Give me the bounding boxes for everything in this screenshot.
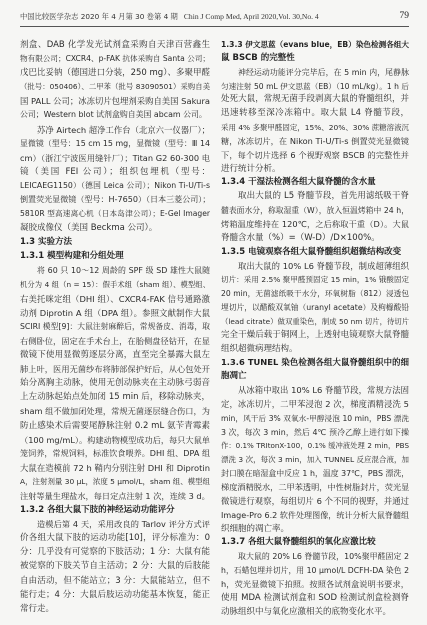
- text-line: 采用 4% 多聚甲醛固定，15%、20%、30% 蔗糖溶液沉: [221, 123, 409, 133]
- text-line: 价各组大鼠下肢的运动功能[10]，评分标准为：0: [20, 533, 210, 544]
- text-line: SCIRI 模型[9]：大鼠注射麻醉后，常规备皮、消毒，取: [20, 321, 210, 331]
- text-line: 取出大鼠的 10% L6 脊髓节段，制成超薄组织: [238, 260, 409, 271]
- text-line: 3 次，每次 3 min，然后 4℃ 预冷乙醇上进行如下操: [221, 427, 409, 437]
- section-heading: [20, 249, 210, 263]
- text-line: LEICAEG1150）（德国 Leica 公司）；Nikon Ti-U/Ti-s: [20, 180, 210, 190]
- text-line: 组织超微病理结构。: [221, 343, 298, 354]
- text-line: （100 mg/mL）。构建动物模型成功后，每只大鼠单: [20, 434, 210, 445]
- heading-line: 1.3.6 TUNEL 染色检测各组大鼠脊髓组织中的细: [221, 357, 409, 368]
- text-line: 切片：采用 2.5% 聚甲醛预固定 15 min，1% 锇酸固定: [221, 275, 409, 285]
- text-line: 右侧卧位，固定在手术台上，在胎侧盘径钻开，在显: [20, 335, 210, 346]
- column-left: [20, 38, 210, 616]
- text-line: 始分离胸主动脉，使用无创动脉夹在主动脉弓弱音: [20, 378, 210, 389]
- text-line: 烤箱温度维持在 120℃，之后称取干重（D）。大鼠: [221, 218, 409, 229]
- paragraph: [20, 517, 210, 616]
- text-line: 封口膜在暗湿盒中反应 1 h，温度 37℃，PBS 漂洗，: [221, 469, 409, 479]
- text-line: 肺上叶，医用无菌纱布将肺部保护好后，从心包处开: [20, 364, 210, 375]
- text-line: 埋切片，以醋酸双氧铀（uranyl acetate）及枸橼酸铅: [221, 303, 409, 313]
- text-line: 20 min，无菌滤纸吸干水分，环氧树脂（812）浸透包: [221, 289, 409, 299]
- journal-title-cn: 中国比较医学杂志 2020 年 4 月第 30 卷第 4 期: [20, 12, 178, 21]
- text-line: 漂洗 3 次，每次 3 min，加入 TUNNEL 反应混合液，加: [221, 455, 409, 465]
- section-heading: [20, 503, 210, 517]
- text-line: 微镜进行观察，每组切片 6 个不同的视野，并通过: [221, 495, 409, 506]
- text-line: 下，每个切片选择 6 个视野观察 BSCB 的完整性并: [221, 149, 409, 160]
- text-line: A，注射剂量 30 μL，浓度 5 μmol/L，sham 组、模型组: [20, 476, 210, 486]
- text-line: （lead citrate）做双重染色，制成 50 nm 切片，待切片: [221, 316, 409, 326]
- text-line: 处死大鼠，常规无菌手段剥离大鼠的脊髓组织，并: [221, 94, 409, 105]
- text-line: 剂盒、DAB 化学发光试剂盒采购自天津百营鑫生: [20, 40, 210, 50]
- text-line: 定，冰冻切片，二甲苯浸泡 2 次，梯度酒精浸洗 5: [221, 398, 409, 409]
- text-line: min，风干后 3% 双氧水-甲醇浸泡 10 min，PBS 漂洗: [221, 413, 409, 423]
- text-line: 自由活动，但不能站立；3 分：大鼠能站立，但不: [20, 575, 210, 586]
- heading-line: 1.3.2 各组大鼠下肢的神经运动功能评分: [20, 505, 175, 516]
- paragraph: [221, 66, 409, 177]
- section-heading: [221, 176, 409, 190]
- text-line: 上左动脉起始点处加闭 15 min 后，移除动脉夹，: [20, 392, 210, 403]
- text-line: 国 PALL 公司；冰冻切片包埋剂采购自美国 Sakura: [20, 96, 210, 107]
- heading-line: 1.3.1 模型构建和分组处理: [20, 251, 124, 262]
- heading-line: 1.3.4 干湿法检测各组大鼠脊髓的含水量: [221, 177, 376, 188]
- journal-title-en: Chin J Comp Med, April 2020,Vol. 30,No. 4: [183, 12, 319, 21]
- section-heading: [221, 356, 409, 384]
- text-line: 笼饲养，常规饲料，标准饮食喂养。DHI 组、DPA 组: [20, 448, 210, 458]
- text-line: 右美托咪定组（DHI 组）、CXCR4-FAK 信号通路激: [20, 293, 210, 304]
- text-line: 戊巴比妥钠（德国进口分装，250 mg）、多聚甲醛: [20, 68, 210, 79]
- paragraph: [20, 123, 210, 236]
- heading-line: 1.3.7 各组大鼠脊髓组织的氧化应激比较: [221, 537, 376, 548]
- journal-info: [20, 12, 319, 22]
- text-line: 作：0.1% TRItonX-100，0.1% 缓冲液处理 2 min，PBS: [221, 441, 409, 451]
- text-line: 完全干燥后载于铜网上，上透射电镜观察大鼠脊髓: [221, 329, 409, 340]
- text-line: 神经运动功能评分完毕后，在 5 min 内，尾静脉: [238, 67, 409, 77]
- paragraph: [221, 260, 409, 357]
- text-line: 机分为 4 组（n = 15）：假手术组（sham 组）、模型组、: [20, 279, 210, 289]
- paragraph: [20, 264, 210, 504]
- text-line: 显微镜（型号：15 cm 15 mg，显微镜（型号：Ⅲ 14: [20, 138, 210, 148]
- text-line: 将 60 只 10～12 周龄的 SPF 级 SD 雄性大鼠随: [37, 265, 210, 275]
- heading-line: 鼠 BSCB 的完整性: [221, 52, 295, 63]
- heading-line: 1.3.3 伊文思蓝（evans blue，EB）染色检测各组大: [221, 40, 409, 49]
- text-line: 取大鼠的 20% L6 脊髓节段，10%聚甲醛固定 2: [238, 552, 409, 562]
- text-line: 大鼠在造模前 72 h 鞘内分别注射 DHI 和 Diprotin: [20, 462, 210, 473]
- text-line: 取出大鼠的 L5 脊髓节段，首先用滤纸吸干脊: [238, 191, 409, 202]
- column-right: [221, 38, 409, 619]
- section-heading: [221, 38, 409, 66]
- text-line: 倒置荧光显微镜（型号：H-7650）（日本三菱公司）；: [20, 195, 210, 205]
- heading-line: 1.3.5 电镜观察各组大鼠脊髓组织超微结构改变: [221, 246, 402, 257]
- text-line: 注射等量生理盐水，每日定点注射 1 次，连续 3 d。: [20, 491, 210, 501]
- text-line: 造模后第 4 天，采用改良的 Tarlov 评分方式评: [37, 519, 210, 530]
- text-line: 进行统计分析。: [221, 163, 281, 174]
- running-header: [20, 10, 409, 24]
- text-line: 织细胞的凋亡率。: [221, 523, 290, 534]
- text-line: （批号：050406）、二甲苯（批号 83090501）采购自美: [20, 82, 210, 92]
- heading-line: 胞凋亡: [221, 371, 247, 382]
- text-line: 防止感染术后需要尾静脉注射 0.2 mL 氨苄青霉素: [20, 420, 210, 431]
- text-line: 能行走；4 分：大鼠后肢运动功能基本恢复，能正: [20, 589, 210, 600]
- paragraph: [20, 38, 210, 123]
- text-line: sham 组不做加闭处理，常规无菌逐层缝合伤口，为: [20, 406, 210, 417]
- paragraph: [221, 384, 409, 536]
- text-line: 使用 MDA 检测试剂盒和 SOD 检测试剂盒检测脊: [221, 592, 409, 603]
- text-line: 匀速注射 50 mL 伊文思蓝（EB）（10 mL/kg）。1 h 后: [221, 81, 409, 91]
- text-line: 分：几乎没有可觉察的下肢活动；1 分：大鼠有能: [20, 547, 210, 558]
- text-line: 梯度酒精脱水，二甲苯透明，中性树脂封片，荧光显: [221, 482, 409, 492]
- text-line: 脊髓含水量（%）=（W-D）/D×100%。: [221, 232, 380, 243]
- text-line: h，石蜡包埋并切片，用 10 μmol/L DCFH-DA 染色 2: [221, 566, 409, 576]
- text-line: 微镜下使用显微剪逐层分离，直至完全暴露大鼠左: [20, 350, 210, 361]
- section-heading: [221, 246, 409, 260]
- header-rule: [20, 26, 409, 27]
- section-heading: [221, 536, 409, 550]
- text-line: 5810R 型高速离心机（日本岛津公司）；E-Gel Imager: [20, 209, 210, 219]
- text-line: 动脉组织中与氧化应激相关的底物变化水平。: [221, 606, 392, 617]
- text-line: 苏净 Airtech 超净工作台（北京六一仪器厂）；: [37, 124, 210, 135]
- section-heading: [20, 235, 210, 249]
- text-line: h，荧光显微镜下拍照。按照各试剂盒说明书要求，: [221, 578, 409, 589]
- text-line: 常行走。: [20, 603, 55, 614]
- text-line: 迅速转移至深冷冻箱中。取大鼠 L4 脊髓节段，: [221, 108, 409, 119]
- text-line: cm）（浙江宁波医用缝针厂）；Titan G2 60-300 电: [20, 152, 210, 163]
- paragraph: [221, 190, 409, 245]
- text-line: 从冰箱中取出 10% L6 脊髓节段，常规方法固: [238, 385, 409, 396]
- text-line: 物有限公司；CXCR4、p-FAK 抗体采购自 Santa 公司；: [20, 54, 210, 64]
- text-line: Image-Pro 6.2 软件处理图像，统计分析大鼠脊髓组: [221, 510, 409, 520]
- text-line: 动剂 Diprotin A 组（DPA 组）。参照文献制作大鼠: [20, 307, 210, 318]
- text-line: 镜（美国 FEI 公司）；组织包埋机（型号：: [20, 166, 210, 177]
- page-number: 79: [399, 11, 409, 21]
- paragraph: [221, 550, 409, 619]
- heading-line: 1.3 实验方法: [20, 237, 73, 248]
- text-line: 公司；Western blot 试剂盒购自美国 abcam 公司。: [20, 110, 207, 120]
- text-line: 髓表面水分，称取湿重（W），放入恒温烤箱中 24 h，: [221, 206, 409, 216]
- text-line: 凝胶成像仪（美国 Beckma 公司）。: [20, 223, 158, 234]
- text-line: 被觉察的下肢关节自主活动；2 分：大鼠的后肢能: [20, 561, 210, 572]
- text-line: 糖，冰冻切片，在 Nikon Ti-U/Ti-s 倒置荧光显微镜: [221, 135, 409, 146]
